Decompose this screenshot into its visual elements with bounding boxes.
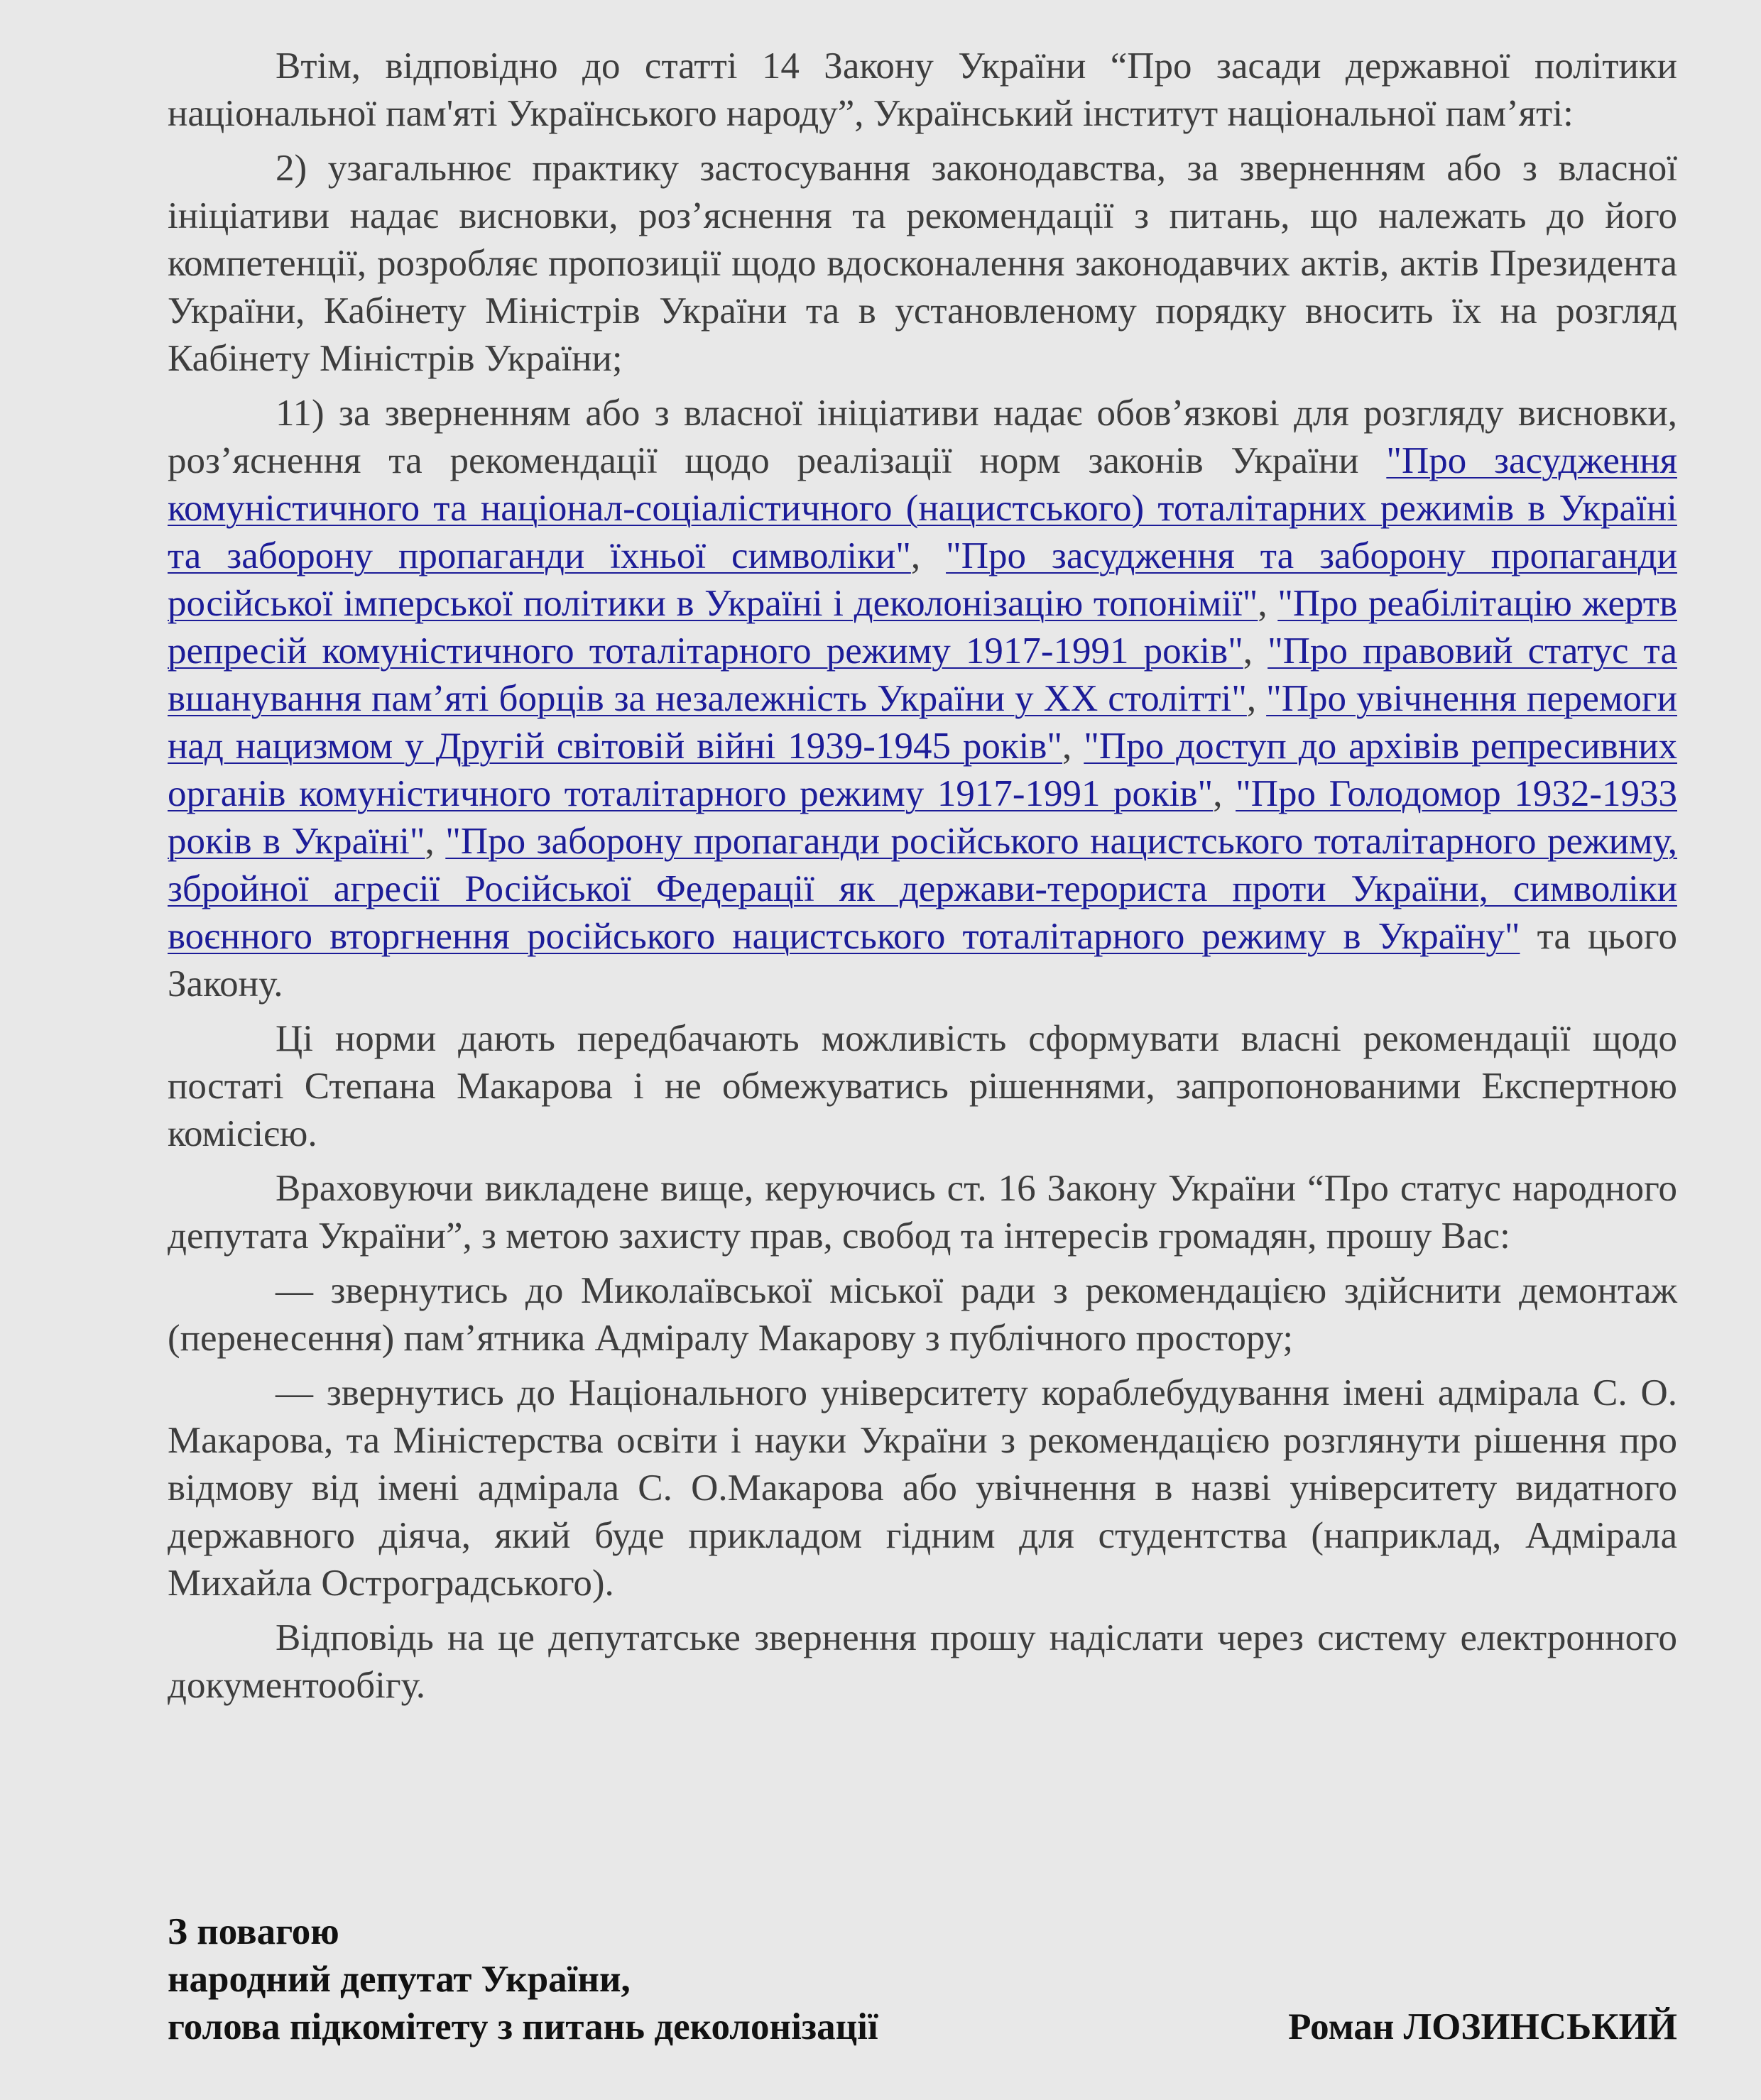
separator: , (910, 535, 947, 576)
signature-row (168, 2003, 1677, 2051)
paragraph-law-14: Втім, відповідно до статті 14 Закону України “Про засади державної політики національної пам'яті Українського народу”, Український інститут національної пам’яті: (168, 45, 1677, 134)
paragraph-request-item-2: — звернутись до Національного університету кораблебудування імені адмірала С. О. Макарова, та Міністерства освіти і науки України з рекомендацією розглянути рішення про відмову від імені адмірала С. О.Макарова або увічнення в назві університету видатного державного діяча, який буде прикладом гідним для студентства (наприклад, Адмірала Михайла Остроградського). (168, 1372, 1677, 1604)
law-link-decommunization[interactable]: "Про засудження комуністичного та націонал-соціалістичного (нацистського) тоталітарних режимів в Україні та заборону пропаганди їхньої символіки" (168, 440, 1677, 576)
paragraph-request-item-1: — звернутись до Миколаївської міської ради з рекомендацією здійснити демонтаж (перенесення) пам’ятника Адміралу Макарову з публічного простору; (168, 1270, 1677, 1359)
law-link-holodomor[interactable]: "Про Голодомор 1932-1933 років в Україні" (168, 773, 1678, 862)
law-link-decolonization[interactable]: "Про засудження та заборону пропаганди російської імперської політики в Україні і деколонізацію топонімії" (168, 535, 1678, 624)
separator: , (1213, 773, 1236, 814)
paragraph-point-11 (168, 390, 1677, 1008)
signature-block (168, 1908, 1677, 2051)
law-link-russian-propaganda-ban[interactable]: "Про заборону пропаганди російського нацистського тоталітарного режиму, збройної агресії Російської Федерації як держави-терориста проти України, символіки воєнного вторгнення російського нацистського тоталітарного режиму в Україну" (168, 821, 1678, 957)
paragraph-reply-request: Відповідь на це депутатське звернення прошу надіслати через систему електронного документообігу. (168, 1617, 1677, 1706)
paragraph-point-2: 2) узагальнює практику застосування законодавства, за зверненням або з власної ініціативи надає висновки, роз’яснення та рекомендації з питань, що належать до його компетенції, розробляє пропозиції щодо вдосконалення законодавчих актів, актів Президента України, Кабінету Міністрів України та в установленому порядку вносить їх на розгляд Кабінету Міністрів України; (168, 148, 1677, 379)
separator: , (1243, 630, 1268, 672)
separator: , (1246, 678, 1267, 719)
signature-position: голова підкомітету з питань деколонізації (168, 2006, 878, 2047)
law-link-archives-access[interactable]: "Про доступ до архівів репресивних органів комуністичного тоталітарного режиму 1917-1991 років" (168, 726, 1678, 814)
point-11-intro: 11) за зверненням або з власної ініціативи надає обов’язкові для розгляду висновки, роз’яснення та рекомендації щодо реалізації норм законів України (168, 393, 1677, 481)
law-link-victory-over-nazism[interactable]: "Про увічнення перемоги над нацизмом у Другій світовій війні 1939-1945 років" (168, 678, 1678, 767)
separator: , (1062, 726, 1084, 767)
signature-title: народний депутат України, (168, 1959, 631, 2000)
point-11-end: та цього Закону. (168, 916, 1677, 1005)
signature-greeting: З повагою (168, 1911, 339, 1952)
paragraph-norms: Ці норми дають передбачають можливість сформувати власні рекомендації щодо постаті Степана Макарова і не обмежуватись рішеннями, запропонованими Експертною комісією. (168, 1018, 1677, 1154)
paragraph-request: Враховуючи викладене вище, керуючись ст. 16 Закону України “Про статус народного депутата України”, з метою захисту прав, свобод та інтересів громадян, прошу Вас: (168, 1168, 1677, 1257)
separator: , (1258, 583, 1278, 624)
letter-body (168, 43, 1677, 1717)
signature-name: Роман ЛОЗИНСЬКИЙ (1288, 2006, 1677, 2047)
separator: , (425, 821, 446, 862)
law-link-independence-fighters[interactable]: "Про правовий статус та вшанування пам’яті борців за незалежність України у XX столітті" (168, 630, 1678, 719)
law-link-rehabilitation[interactable]: "Про реабілітацію жертв репресій комуністичного тоталітарного режиму 1917-1991 років" (168, 583, 1677, 672)
